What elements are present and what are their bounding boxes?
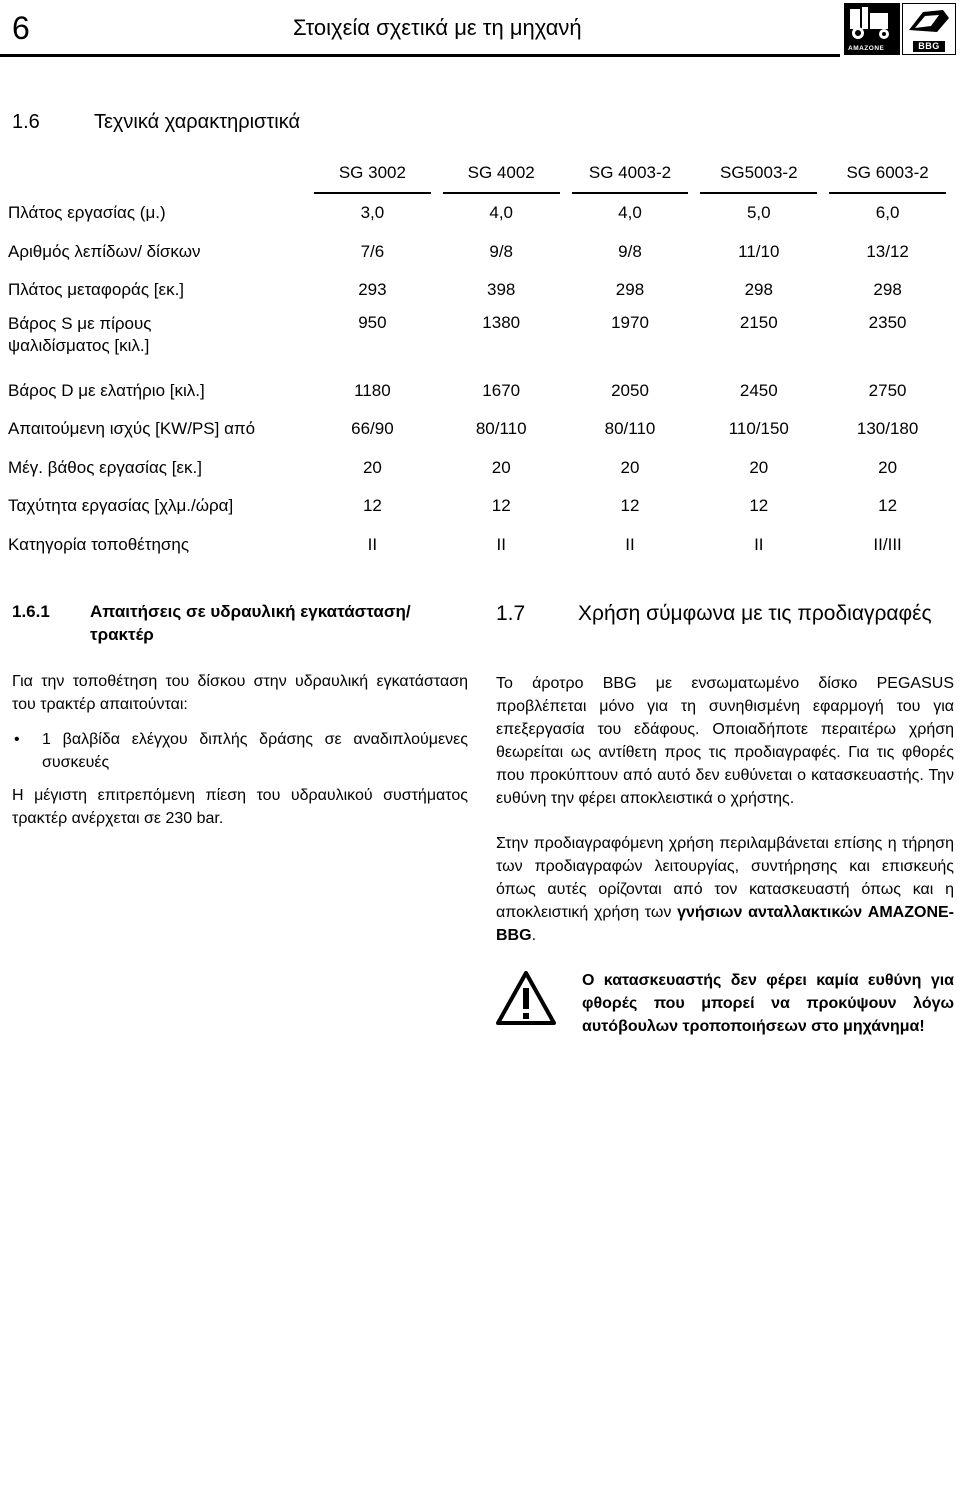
table-cell: 950 (358, 312, 387, 332)
list-item (12, 728, 468, 774)
table-cell: 5,0 (746, 203, 771, 223)
hydraulics-intro: Για την τοποθέτηση του δίσκου στην υδραυλική εγκατάσταση του τρακτέρ απαιτούνται: (12, 673, 468, 713)
intended-use-heading (496, 600, 954, 628)
model-header: SG 4002 (467, 163, 535, 182)
table-cell: 2150 (739, 312, 778, 332)
bbg-logo (902, 3, 956, 55)
row-label: Ταχύτητα εργασίας [χλμ./ώρα] (8, 496, 234, 516)
table-cell: II/III (873, 534, 902, 554)
hydraulics-column (12, 600, 468, 830)
bullet-marker: • (14, 731, 20, 748)
table-cell: 110/150 (728, 419, 789, 439)
table-cell: 9/8 (618, 241, 642, 261)
table-cell: 12 (491, 496, 511, 516)
table-cell: 11/10 (738, 241, 780, 261)
model-header: SG 4003-2 (588, 163, 672, 182)
table-cell: 9/8 (489, 241, 514, 261)
table-cell: 4,0 (618, 203, 642, 223)
amazone-logo-text: AMAZONE (848, 45, 885, 52)
intended-use-number: 1.7 (496, 602, 526, 625)
subsection-number: 1.6.1 (12, 602, 50, 621)
table-cell: 298 (873, 280, 902, 300)
row-label: Αριθμός λεπίδων/ δίσκων (8, 241, 201, 261)
table-cell: 80/110 (475, 419, 527, 439)
row-label: Βάρος S με πίρους ψαλιδίσματος [κιλ.] (8, 313, 152, 355)
table-cell: 1180 (354, 380, 391, 400)
table-cell: II (367, 534, 378, 554)
section-title-text: Τεχνικά χαρακτηριστικά (94, 111, 301, 133)
subsection-title: Απαιτήσεις σε υδραυλική εγκατάσταση/ τρακτέρ (90, 602, 411, 644)
row-label: Πλάτος μεταφοράς [εκ.] (8, 280, 185, 300)
table-row (8, 310, 952, 372)
pressure-note: Η μέγιστη επιτρεπόμενη πίεση του υδραυλικού συστήματος τρακτέρ ανέρχεται σε 230 bar. (12, 787, 468, 827)
spec-header-empty (8, 154, 308, 192)
spec-table (8, 154, 952, 564)
plough-logo-icon (903, 4, 955, 40)
table-cell: 2350 (868, 312, 907, 332)
warning-box (496, 969, 954, 1038)
table-cell: 80/110 (604, 419, 656, 439)
intended-use-column (496, 600, 954, 1038)
table-cell: II (625, 534, 635, 554)
table-cell: 298 (615, 280, 645, 300)
section-number: 1.6 (12, 111, 40, 133)
genuine-parts-emphasis: γνήσιων ανταλλακτικών AMAZONE-BBG (496, 904, 954, 944)
table-row (8, 526, 952, 565)
table-cell: 12 (620, 496, 640, 516)
section-title (12, 108, 300, 136)
row-label: Πλάτος εργασίας (μ.) (8, 203, 166, 223)
warning-text: Ο κατασκευαστής δεν φέρει καμία ευθύνη για φθορές που μπορεί να προκύψουν λόγω αυτόβουλων τροποποιήσεων στο μηχάνημα! (582, 972, 954, 1035)
page-header (0, 0, 960, 60)
spare-parts-paragraph: Στην προδιαγραφόμενη χρήση περιλαμβάνεται επίσης η τήρηση των προδιαγραφών λειτουργίας, συντήρησης και επισκευής όπως αυτές ορίζονται από τον κατασκευαστή όπως και η αποκλειστική χρήση των γνήσιων ανταλλακτικών AMAZONE-BBG. (496, 835, 954, 944)
table-cell: 3,0 (360, 203, 385, 223)
table-cell: 7/6 (360, 241, 385, 261)
table-cell: II (496, 534, 506, 554)
table-cell: II (754, 534, 764, 554)
chapter-number: 6 (12, 10, 30, 46)
warning-triangle-icon (496, 971, 556, 1025)
amazone-logo (844, 3, 900, 55)
table-cell: 298 (744, 280, 773, 300)
table-cell: 12 (749, 496, 769, 516)
table-row (8, 449, 952, 488)
bbg-logo-text: BBG (913, 41, 945, 52)
model-header: SG 3002 (338, 163, 406, 182)
model-header: SG 6003-2 (846, 163, 929, 182)
table-cell: 20 (749, 457, 769, 477)
header-rule (0, 54, 840, 57)
table-row (8, 487, 952, 526)
table-cell: 1670 (482, 380, 521, 400)
row-label: Μέγ. βάθος εργασίας [εκ.] (8, 457, 202, 477)
table-row (8, 194, 952, 233)
table-cell: 1970 (611, 312, 649, 332)
intended-use-paragraph: Το άροτρο BBG με ενσωματωμένο δίσκο PEGASUS προβλέπεται μόνο για τη συνηθισμένη εφαρμογή του για επεξεργασία του εδάφους. Οποιαδήποτε περαιτέρω χρήση θεωρείται ως αντίθετη προς τις προδιαγραφές. Για τις φθορές που προκύπτουν από αυτό δεν ευθύνεται ο κατασκευαστής. Την ευθύνη την φέρει αποκλειστικά ο χρήστης. (496, 675, 954, 807)
row-label: Κατηγορία τοποθέτησης (8, 534, 190, 554)
table-cell: 6,0 (875, 203, 900, 223)
table-cell: 2050 (611, 380, 649, 400)
table-cell: 66/90 (351, 419, 394, 439)
table-cell: 293 (358, 280, 387, 300)
spec-table-header (8, 154, 952, 192)
table-row (8, 372, 952, 411)
row-label: Βάρος D με ελατήριο [κιλ.] (8, 380, 205, 400)
subsection-heading (12, 600, 468, 646)
table-cell: 1380 (482, 312, 521, 332)
intended-use-title: Χρήση σύμφωνα με τις προδιαγραφές (578, 602, 932, 625)
table-row (8, 233, 952, 272)
table-cell: 12 (878, 496, 898, 516)
table-cell: 2450 (739, 380, 778, 400)
table-cell: 12 (362, 496, 382, 516)
table-cell: 20 (491, 457, 511, 477)
table-row (8, 410, 952, 449)
table-cell: 20 (362, 457, 382, 477)
table-cell: 398 (487, 280, 516, 300)
table-cell: 130/180 (856, 419, 919, 439)
row-label: Απαιτούμενη ισχύς [KW/PS] από (8, 419, 256, 439)
tractor-logo-icon (844, 3, 900, 43)
table-cell: 4,0 (489, 203, 514, 223)
table-cell: 20 (878, 457, 898, 477)
table-cell: 2750 (868, 380, 907, 400)
table-cell: 20 (620, 457, 640, 477)
table-cell: 13/12 (866, 241, 909, 261)
chapter-title: Στοιχεία σχετικά με τη μηχανή (293, 15, 582, 40)
bullet-text: 1 βαλβίδα ελέγχου διπλής δράσης σε αναδιπλούμενες συσκευές (42, 731, 468, 771)
model-header: SG5003-2 (720, 163, 798, 182)
table-row (8, 271, 952, 310)
